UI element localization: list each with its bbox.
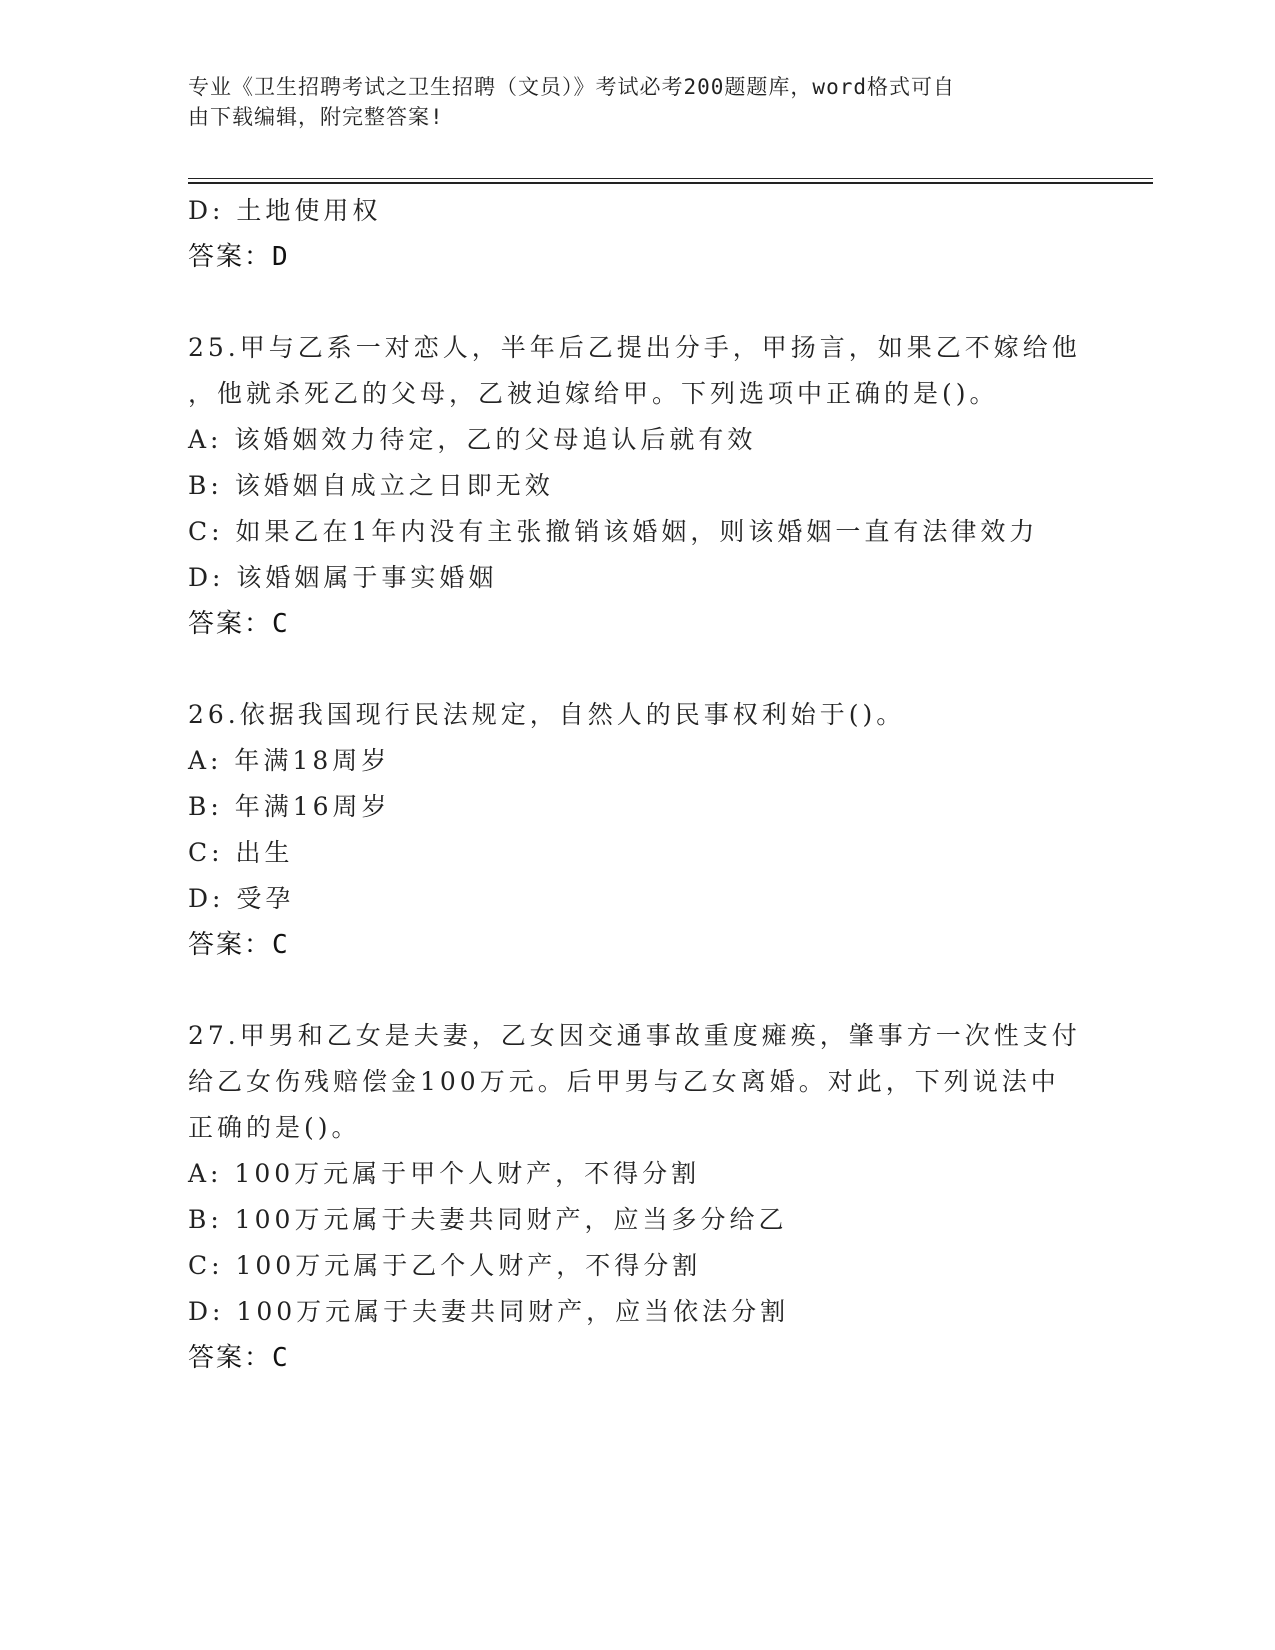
answer-line: 答案：C	[188, 930, 290, 960]
question-gap	[188, 647, 1088, 692]
option-a: A: 100万元属于甲个人财产，不得分割	[188, 1159, 701, 1188]
header-line-1: 专业《卫生招聘考试之卫生招聘（文员）》考试必考200题题库，word格式可自	[188, 75, 955, 99]
option-c: C: 100万元属于乙个人财产，不得分割	[188, 1251, 702, 1280]
question-26	[188, 692, 1088, 968]
option-b: B: 100万元属于夫妻共同财产，应当多分给乙	[188, 1205, 788, 1234]
option-c: C: 出生	[188, 838, 294, 867]
option-a: A: 该婚姻效力待定，乙的父母追认后就有效	[188, 425, 757, 454]
previous-question-tail	[188, 188, 1088, 280]
option-d: D: 100万元属于夫妻共同财产，应当依法分割	[188, 1297, 790, 1326]
question-gap	[188, 968, 1088, 1013]
option-a: A: 年满18周岁	[188, 746, 391, 775]
header-divider-thick	[188, 182, 1153, 184]
option-d: D: 该婚姻属于事实婚姻	[188, 563, 498, 592]
option-d: D: 受孕	[188, 884, 295, 913]
question-text-line: 27.甲男和乙女是夫妻，乙女因交通事故重度瘫痪，肇事方一次性支付	[188, 1021, 1081, 1050]
option-b: B: 该婚姻自成立之日即无效	[188, 471, 554, 500]
question-text-line: 正确的是()。	[188, 1113, 361, 1142]
document-header	[188, 72, 1068, 132]
question-content	[188, 188, 1088, 1381]
answer-line: 答案：C	[188, 1343, 290, 1373]
question-text-line: 25.甲与乙系一对恋人，半年后乙提出分手，甲扬言，如果乙不嫁给他	[188, 333, 1081, 362]
question-text-line: 给乙女伤残赔偿金100万元。后甲男与乙女离婚。对此，下列说法中	[188, 1067, 1060, 1096]
question-25	[188, 325, 1088, 647]
option-d: D: 土地使用权	[188, 196, 382, 225]
answer-line: 答案：C	[188, 609, 290, 639]
header-divider-thin	[188, 178, 1153, 179]
answer-line: 答案：D	[188, 242, 290, 272]
question-27	[188, 1013, 1088, 1381]
question-gap	[188, 280, 1088, 325]
header-line-2: 由下载编辑，附完整答案!	[188, 105, 444, 129]
question-text-line: ，他就杀死乙的父母，乙被迫嫁给甲。下列选项中正确的是()。	[188, 379, 999, 408]
option-b: B: 年满16周岁	[188, 792, 391, 821]
option-c: C: 如果乙在1年内没有主张撤销该婚姻，则该婚姻一直有法律效力	[188, 517, 1039, 546]
question-text-line: 26.依据我国现行民法规定，自然人的民事权利始于()。	[188, 700, 906, 729]
